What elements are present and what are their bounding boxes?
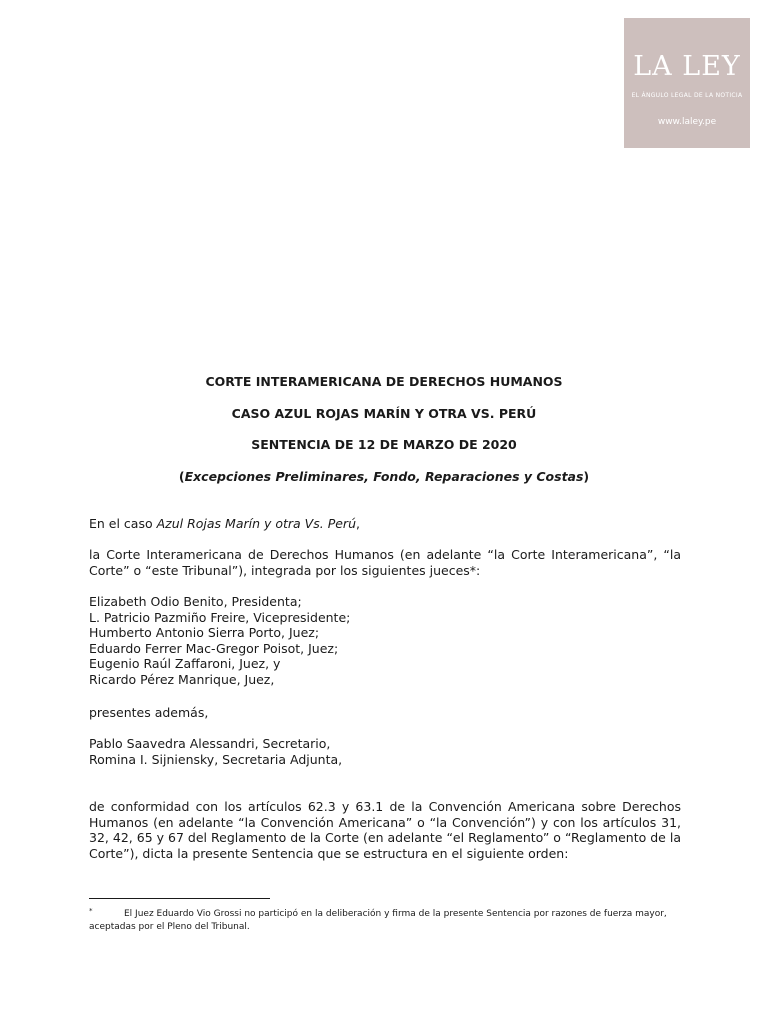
judge-line: Eduardo Ferrer Mac-Gregor Poisot, Juez;	[89, 640, 339, 656]
judge-line: Ricardo Pérez Manrique, Juez,	[89, 671, 275, 687]
court-heading: CORTE INTERAMERICANA DE DERECHOS HUMANOS	[205, 374, 563, 389]
logo-url: www.laley.pe	[657, 117, 717, 127]
judges-list	[89, 594, 681, 687]
logo-brand: LA LEY	[633, 51, 741, 82]
subtitle-open-paren: (	[178, 469, 185, 484]
footnote-separator	[89, 898, 270, 899]
subtitle-text: Excepciones Preliminares, Fondo, Reparaciones y Costas	[184, 469, 584, 484]
court-paragraph: la Corte Interamericana de Derechos Humanos (en adelante “la Corte Interamericana”, “la Corte” o “este Tribunal”), integrada por los siguientes jueces*:	[89, 547, 681, 578]
case-name: Azul Rojas Marín y otra Vs. Perú	[156, 516, 356, 531]
judge-line: Elizabeth Odio Benito, Presidenta;	[89, 594, 302, 609]
judge-line: Humberto Antonio Sierra Porto, Juez;	[89, 625, 320, 640]
conformity-paragraph: de conformidad con los artículos 62.3 y 63.1 de la Convención Americana sobre Derechos Humanos (en adelante “la Convención Americana” o “la Convención”) y con los artículos 31, 32, 42, 65 y 67 del Reglamento de la Corte (en adelante “el Reglamento” o “Reglamento de la Corte”), dicta la presente Sentencia que se estructura en el siguiente orden:	[89, 799, 681, 861]
la-ley-logo	[624, 18, 750, 148]
logo-tagline: EL ÁNGULO LEGAL DE LA NOTICIA	[631, 92, 743, 99]
also-present: presentes además,	[89, 705, 209, 720]
judgment-date-heading: SENTENCIA DE 12 DE MARZO DE 2020	[251, 437, 517, 452]
footnote-mark: *	[89, 907, 93, 915]
subtitle-close-paren: )	[583, 469, 590, 484]
footnote-text: El Juez Eduardo Vio Grossi no participó en la deliberación y firma de la presente Sentencia por razones de fuerza mayor, aceptadas por el Pleno del Tribunal.	[89, 909, 667, 932]
case-intro-prefix: En el caso	[89, 516, 157, 531]
judgment-subtitle	[0, 469, 768, 485]
secretary-line: Pablo Saavedra Alessandri, Secretario,	[89, 736, 331, 751]
judge-line: Eugenio Raúl Zaffaroni, Juez, y	[89, 656, 281, 671]
case-intro-suffix: ,	[356, 516, 360, 531]
case-heading: CASO AZUL ROJAS MARÍN Y OTRA VS. PERÚ	[231, 406, 537, 421]
secretaries-list	[89, 736, 681, 767]
case-intro	[89, 516, 681, 532]
judge-line: L. Patricio Pazmiño Freire, Vicepresidente;	[89, 609, 351, 625]
secretary-line: Romina I. Sijniensky, Secretaria Adjunta,	[89, 751, 343, 767]
footnote	[89, 908, 681, 933]
